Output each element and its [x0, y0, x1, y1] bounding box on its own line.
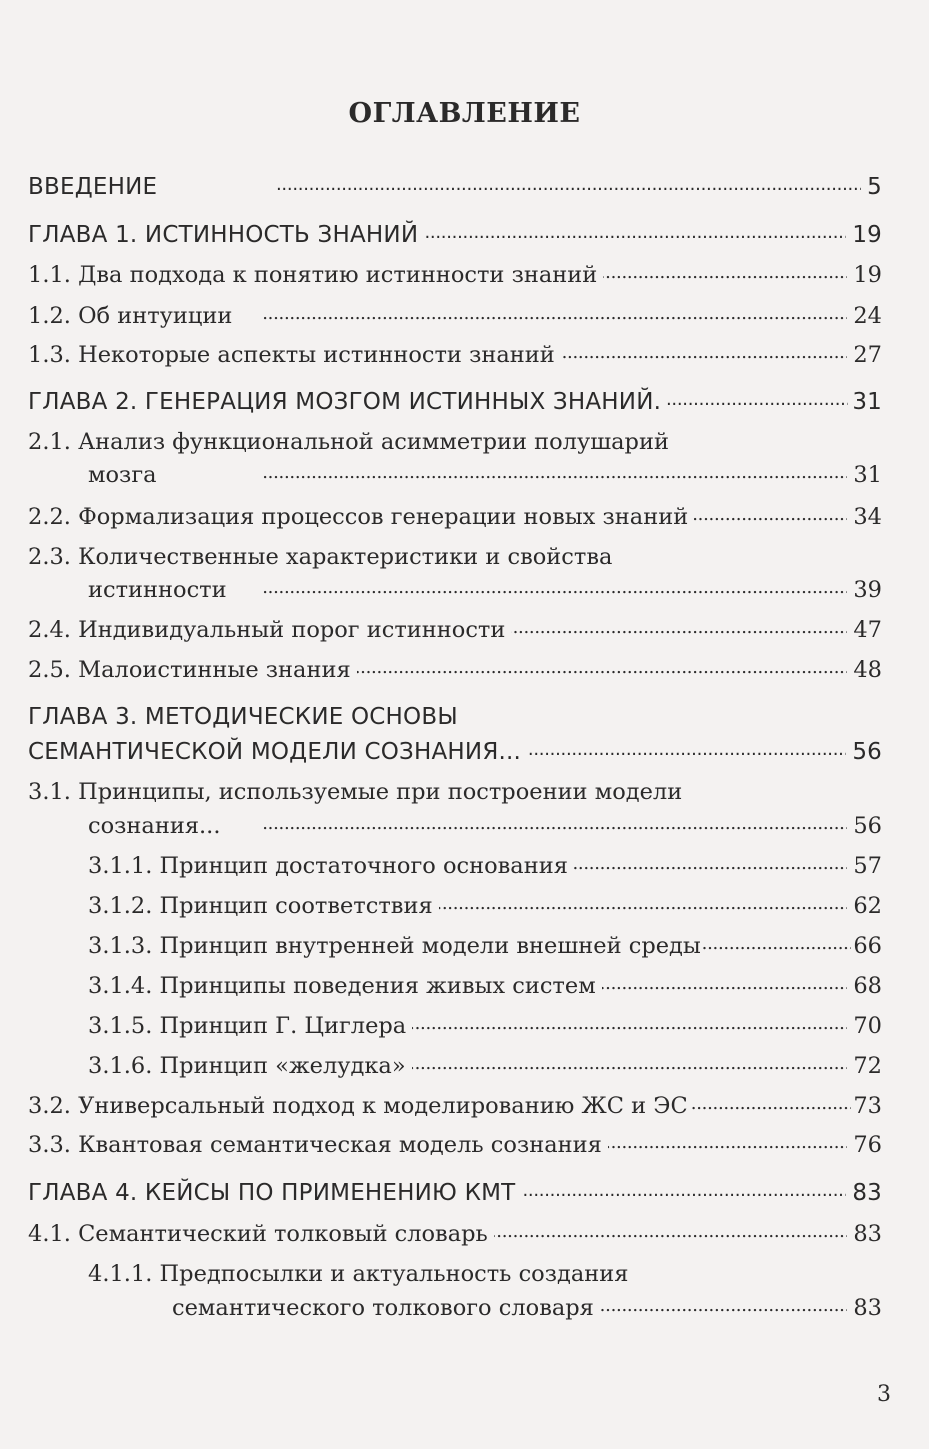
toc-entry-label: 3.1.2. Принцип соответствия — [88, 893, 433, 919]
dot-leader — [412, 1051, 848, 1073]
toc-entry-label: 2.5. Малоистинные знания — [28, 657, 351, 683]
dot-leader — [521, 1178, 846, 1200]
toc-page-number: 68 — [853, 973, 882, 999]
toc-entry-label: 1.3. Некоторые аспекты истинности знаний — [28, 342, 555, 368]
dot-leader — [238, 301, 847, 323]
toc-page-number: 19 — [852, 222, 882, 248]
dot-leader — [608, 1130, 848, 1152]
toc-page-number: 76 — [853, 1132, 882, 1158]
toc-entry — [28, 340, 882, 370]
toc-page-number: 34 — [853, 504, 882, 530]
toc-entry — [28, 1178, 882, 1208]
toc-page-number: 73 — [853, 1093, 882, 1119]
dot-leader — [412, 1011, 847, 1033]
toc-entry-first-line: 2.1. Анализ функциональной асимметрии полушарий — [28, 429, 669, 455]
toc-page-number: 48 — [853, 657, 882, 683]
toc-entry-label: 1.2. Об интуиции — [28, 303, 233, 329]
dot-leader — [226, 811, 847, 833]
toc-entry — [28, 1091, 882, 1121]
dot-leader — [494, 1219, 848, 1241]
toc-page-number: 24 — [853, 303, 882, 329]
toc-page-number: 31 — [852, 389, 882, 415]
dot-leader — [424, 220, 846, 242]
toc-entry — [28, 220, 882, 250]
toc-page-number: 39 — [853, 577, 882, 603]
toc-entry — [28, 502, 882, 532]
toc-entry-label: 3.2. Универсальный подход к моделированию ЖС и ЭС — [28, 1093, 688, 1119]
toc-entry — [28, 172, 882, 202]
toc-entry-label: 4.1. Семантический толковый словарь — [28, 1221, 488, 1247]
toc-entry-label: ГЛАВА 2. ГЕНЕРАЦИЯ МОЗГОМ ИСТИННЫХ ЗНАНИЙ. — [28, 389, 662, 415]
toc-page-number: 70 — [853, 1013, 882, 1039]
toc-entry-label: 3.3. Квантовая семантическая модель сознания — [28, 1132, 602, 1158]
toc-page-number: 47 — [853, 617, 882, 643]
toc-page-number: 72 — [853, 1053, 882, 1079]
dot-leader — [602, 971, 848, 993]
toc-entry-label: мозга — [88, 462, 157, 488]
toc-entry — [88, 575, 882, 605]
toc-entry-first-line: ГЛАВА 3. МЕТОДИЧЕСКИЕ ОСНОВЫ — [28, 704, 458, 730]
toc-page-number: 31 — [853, 462, 882, 488]
toc-page-number: 56 — [853, 813, 882, 839]
toc-entry-label: 3.1.3. Принцип внутренней модели внешней среды — [88, 933, 701, 959]
dot-leader — [439, 891, 848, 913]
toc-entry-label: 3.1.1. Принцип достаточного основания — [88, 853, 568, 879]
page-title: ОГЛАВЛЕНИЕ — [348, 98, 581, 129]
toc-entry-label: 3.1.5. Принцип Г. Циглера — [88, 1013, 407, 1039]
dot-leader — [527, 737, 846, 759]
toc-page-number: 19 — [853, 262, 882, 288]
toc-entry — [28, 737, 882, 767]
dot-leader — [694, 502, 847, 524]
toc-entry-label: семантического толкового словаря — [172, 1295, 594, 1321]
toc-entry — [28, 301, 882, 331]
toc-entry — [28, 1130, 882, 1160]
toc-page-number: 83 — [853, 1295, 882, 1321]
dot-leader — [600, 1293, 847, 1315]
page-number: 3 — [877, 1382, 891, 1407]
dot-leader — [233, 575, 848, 597]
toc-page-number: 83 — [852, 1180, 882, 1206]
toc-entry-label: 3.1.6. Принцип «желудка» — [88, 1053, 406, 1079]
toc-page-number: 62 — [853, 893, 882, 919]
toc-entry — [88, 971, 882, 1001]
toc-entry-label: ГЛАВА 1. ИСТИННОСТЬ ЗНАНИЙ — [28, 222, 419, 248]
toc-entry — [28, 1219, 882, 1249]
dot-leader — [561, 340, 848, 362]
toc-entry-label: ГЛАВА 4. КЕЙСЫ ПО ПРИМЕНЕНИЮ КМТ — [28, 1180, 516, 1206]
toc-page-number: 66 — [853, 933, 882, 959]
dot-leader — [690, 1091, 852, 1113]
toc-entry — [88, 931, 882, 961]
toc-entry — [28, 387, 882, 417]
dot-leader — [574, 851, 847, 873]
toc-entry — [88, 811, 882, 841]
toc-entry-label: истинности — [88, 577, 227, 603]
toc-entry — [28, 655, 882, 685]
toc-entry — [28, 260, 882, 290]
dot-leader — [511, 615, 847, 637]
dot-leader — [163, 460, 848, 482]
toc-entry-label: 2.2. Формализация процессов генерации новых знаний — [28, 504, 689, 530]
toc-entry — [88, 851, 882, 881]
dot-leader — [703, 931, 852, 953]
toc-entry — [88, 1051, 882, 1081]
toc-entry-label: 3.1.4. Принципы поведения живых систем — [88, 973, 596, 999]
toc-entry — [172, 1293, 882, 1323]
toc-page-number: 5 — [867, 174, 882, 200]
toc-entry-label: 2.4. Индивидуальный порог истинности — [28, 617, 506, 643]
toc-entry-label: ВВЕДЕНИЕ — [28, 174, 158, 200]
toc-entry — [88, 891, 882, 921]
dot-leader — [665, 387, 848, 409]
toc-entry-label: СЕМАНТИЧЕСКОЙ МОДЕЛИ СОЗНАНИЯ... — [28, 739, 522, 765]
toc-entry-label: сознания... — [88, 813, 221, 839]
dot-leader — [357, 655, 848, 677]
toc-entry-first-line: 3.1. Принципы, используемые при построении модели — [28, 779, 683, 805]
toc-entry-first-line: 2.3. Количественные характеристики и свойства — [28, 544, 613, 570]
toc-entry — [88, 1011, 882, 1041]
dot-leader — [603, 260, 847, 282]
dot-leader — [163, 172, 861, 194]
toc-entry-first-line: 4.1.1. Предпосылки и актуальность создания — [88, 1261, 629, 1287]
toc-page-number: 56 — [852, 739, 882, 765]
toc-entry — [28, 615, 882, 645]
toc-page-number: 83 — [853, 1221, 882, 1247]
toc-entry — [88, 460, 882, 490]
toc-page-number: 27 — [853, 342, 882, 368]
toc-page-number: 57 — [853, 853, 882, 879]
toc-entry-label: 1.1. Два подхода к понятию истинности знаний — [28, 262, 598, 288]
